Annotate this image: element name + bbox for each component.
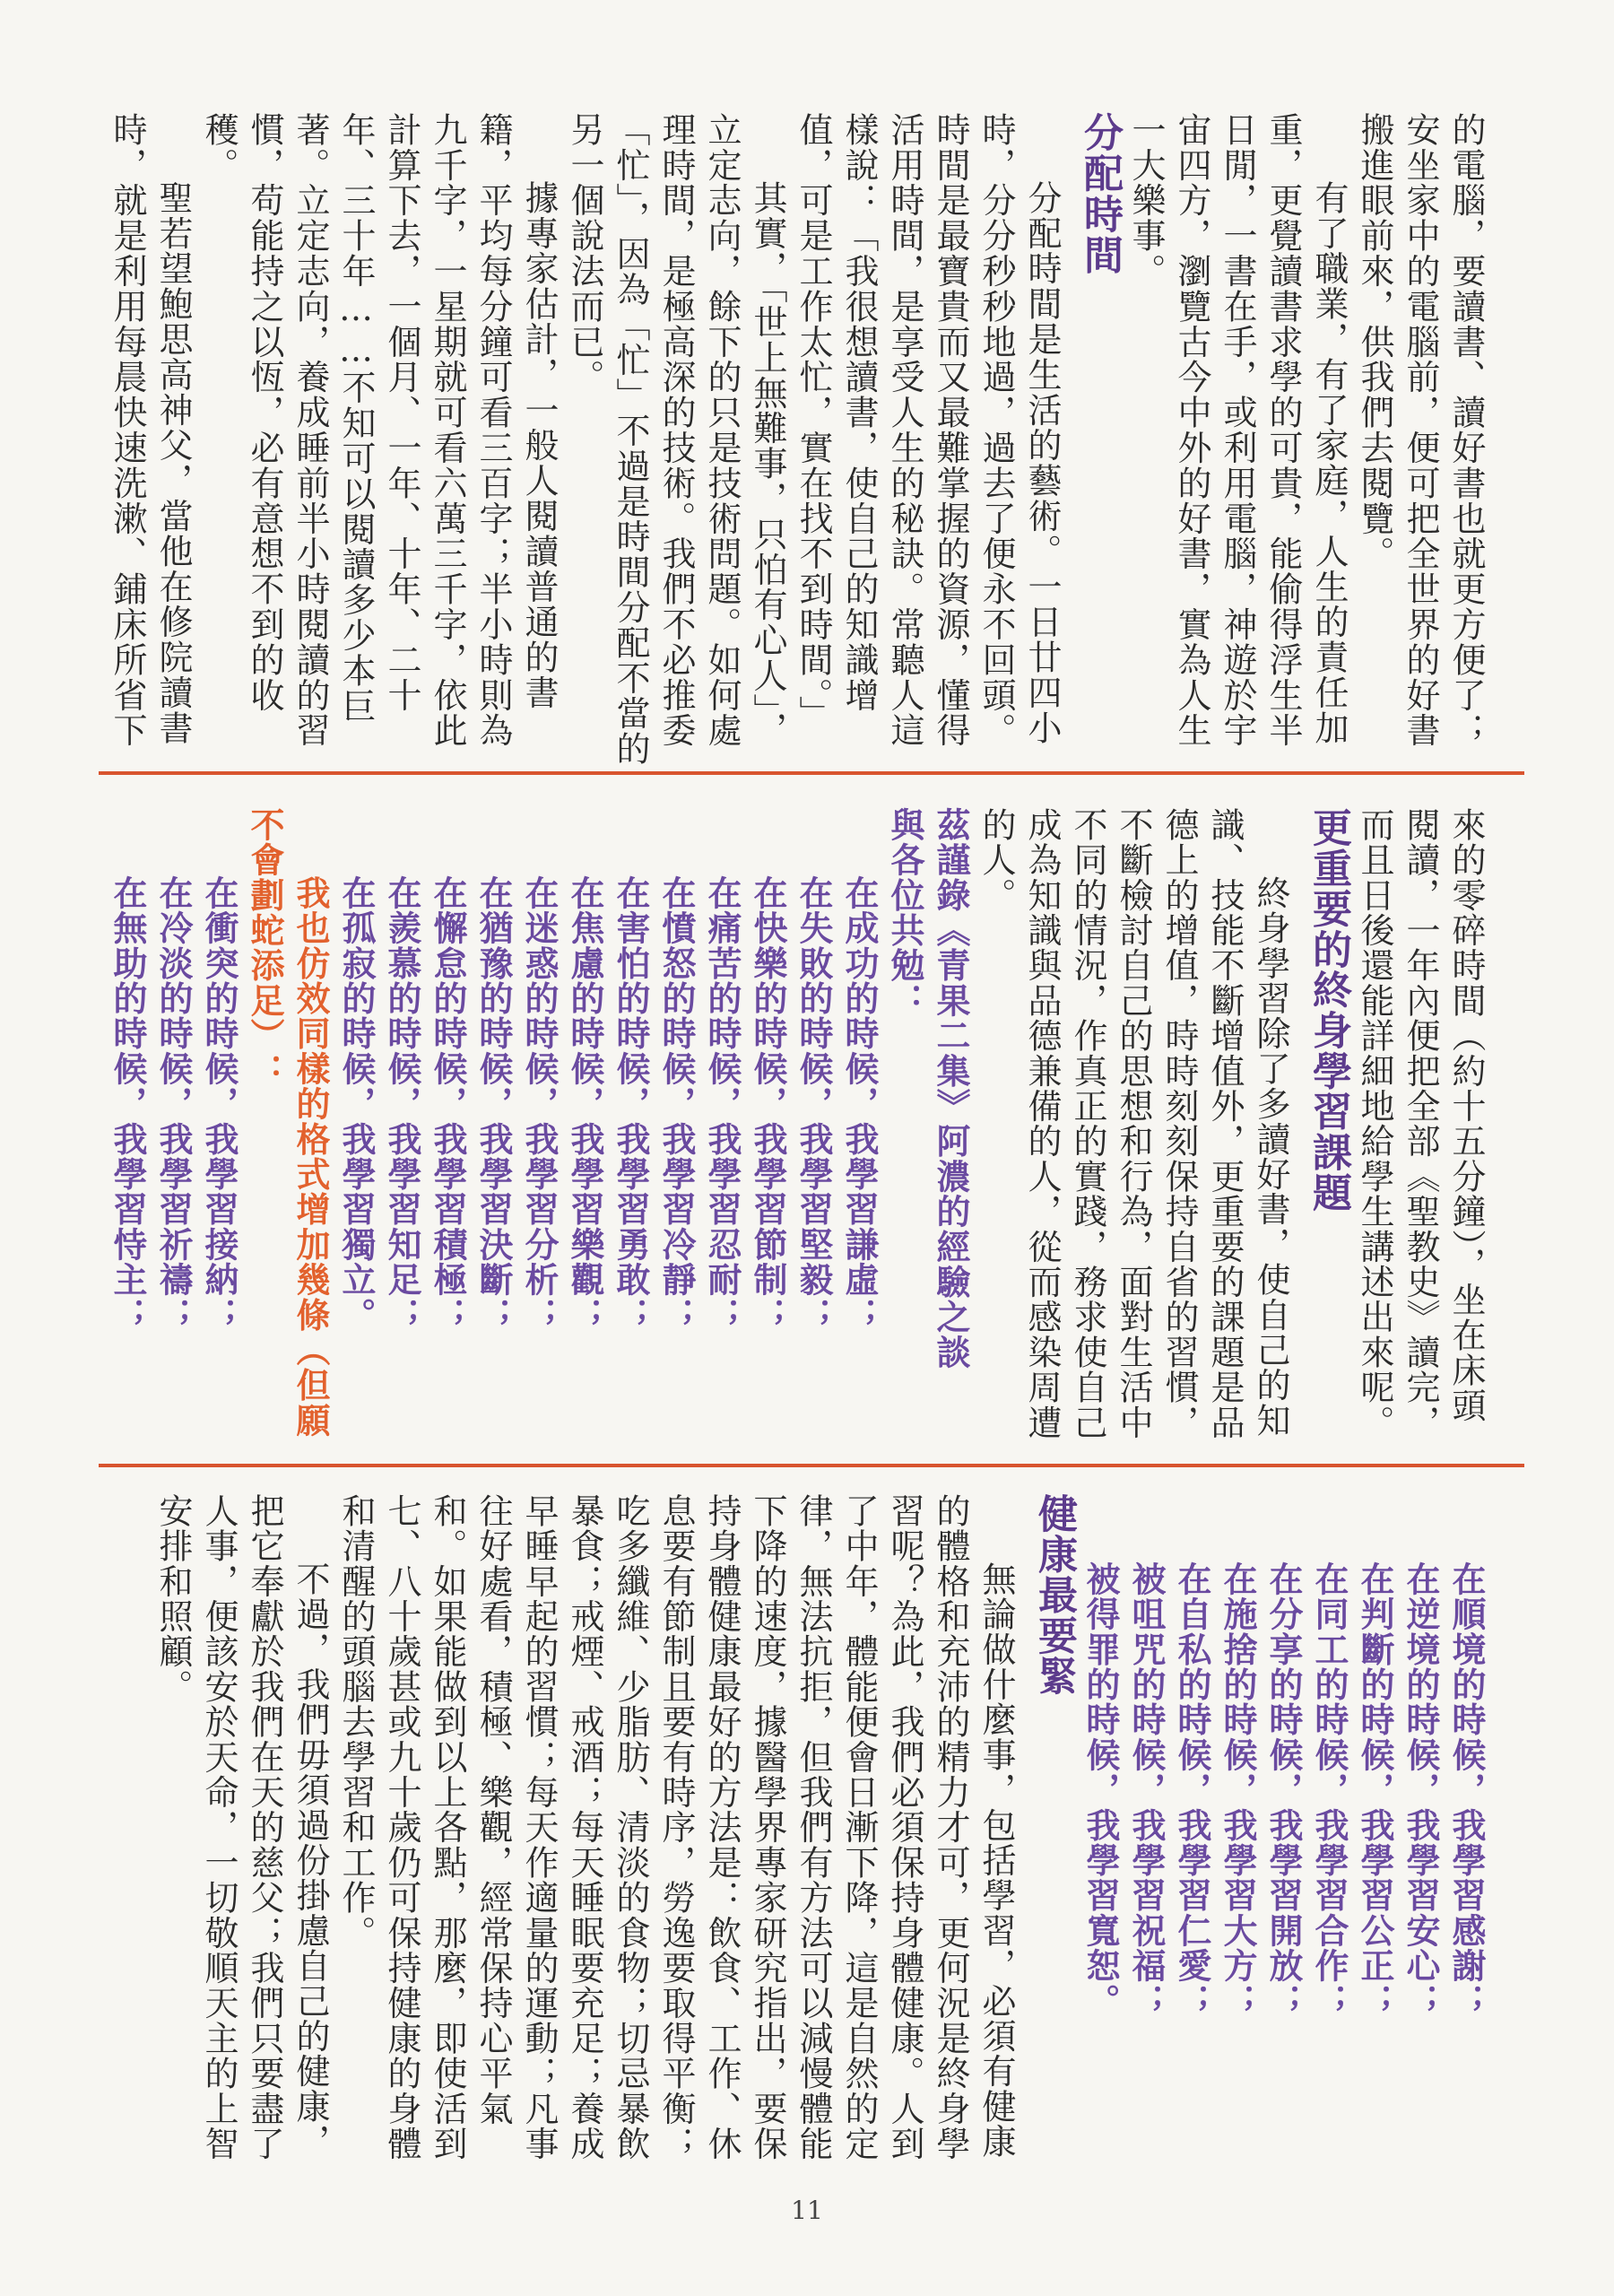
poem-line: 在羨慕的時候，我學習知足； (382, 875, 421, 1333)
paragraph: 的電腦，要讀書、讀好書也就更方便了；安坐家中的電腦前，便可把全世界的好書搬進眼前來，供我們去閱覽。 (1355, 112, 1486, 749)
poem-line: 在無助的時候，我學習恃主； (108, 875, 147, 1333)
article-section-reading (108, 112, 1488, 771)
poem-line: 在自私的時候，我學習仁愛； (1172, 1561, 1211, 2019)
poem-line: 在分享的時候，我學習開放； (1263, 1561, 1303, 2019)
section-divider (99, 771, 1524, 775)
poem-line: 在焦慮的時候，我學習樂觀； (565, 875, 604, 1333)
poem-line: 在孤寂的時候，我學習獨立。 (336, 875, 376, 1333)
paragraph: 終身學習除了多讀好書，使自己的知識、技能不斷增值外，更重要的課題是品德上的增值，時時刻刻保持自省的習慣，不斷檢討自己的思想和行為，面對生活中不同的情況，作真正的實踐，務求使自己成為知識與品德兼備的人，從而感染周遭的人。 (976, 807, 1290, 1440)
quote-intro-line-2: 與各位共勉： (885, 807, 924, 1019)
article-section-health (134, 1493, 1488, 2184)
poem-line: 在懈怠的時候，我學習積極； (428, 875, 467, 1333)
quote-intro-line-1: 茲謹錄《青果二集》阿濃的經驗之談 (931, 807, 970, 1370)
poem-line: 在成功的時候，我學習謙虛； (839, 875, 879, 1333)
poem-line: 被咀咒的時候，我學習祝福； (1126, 1561, 1166, 2019)
poem-line: 在痛苦的時候，我學習忍耐； (702, 875, 742, 1333)
poem-line: 在同工的時候，我學習合作； (1309, 1561, 1349, 2019)
paragraph: 分配時間是生活的藝術。一日廿四小時，分分秒秒地過，過去了便永不回頭。時間是最寶貴而又最難掌握的資源，懂得活用時間，是享受人生的秘訣。常聽人這樣說：「我很想讀書，使自己的知識增值，可是工作太忙，實在找不到時間。」 (794, 112, 1062, 749)
poem-line: 在判斷的時候，我學習公正； (1355, 1561, 1394, 2019)
section-heading-lifelong-learning: 更重要的終身學習課題 (1306, 807, 1351, 1213)
poem-line: 在失敗的時候，我學習堅毅； (794, 875, 833, 1333)
closing-note-line-1: 我也仿效同樣的格式增加幾條（但願 (291, 875, 330, 1439)
section-divider (99, 1464, 1524, 1467)
paragraph: 不過，我們毋須過份掛慮自己的健康，把它奉獻於我們在天的慈父；我們只要盡了人事，便該安於天命，一切敬順天主的上智安排和照顧。 (153, 1493, 330, 2161)
poem-line: 在衝突的時候，我學習接納； (199, 875, 239, 1333)
poem-line: 在施捨的時候，我學習大方； (1218, 1561, 1257, 2019)
page-number: 11 (791, 2196, 823, 2225)
poem-line: 在憤怒的時候，我學習冷靜； (656, 875, 696, 1333)
paragraph: 聖若望鮑思高神父，當他在修院讀書時，就是利用每晨快速洗漱、鋪床所省下 (108, 112, 193, 749)
paragraph: 據專家估計，一般人閱讀普通的書籍，平均每分鐘可看三百字；半小時則為九千字，一星期就可看六萬三千字，依此計算下去，一個月、一年、十年、二十年、三十年……不知可以閱讀多少本巨著。立定志向，養成睡前半小時閱讀的習慣，苟能持之以恆，必有意想不到的收穫。 (199, 112, 559, 749)
quote-intro (927, 807, 973, 1457)
section-heading-health: 健康最要緊 (1031, 1493, 1077, 1696)
poem-line: 在快樂的時候，我學習節制； (748, 875, 787, 1333)
poem-line: 在順境的時候，我學習感謝； (1446, 1561, 1486, 2019)
article-section-lifelong-learning (108, 807, 1488, 1457)
poem-line: 在逆境的時候，我學習安心； (1401, 1561, 1440, 2019)
poem-line: 在猶豫的時候，我學習決斷； (473, 875, 513, 1333)
poem-line: 在害怕的時候，我學習勇敢； (611, 875, 650, 1333)
paragraph: 無論做什麼事，包括學習，必須有健康的體格和充沛的精力才可，更何況是終身學習呢？為此，我們必須保持身體健康。人到了中年，體能便會日漸下降，這是自然的定律，無法抗拒，但我們有方法可以減慢體能下降的速度，據醫學界專家研究指出，要保持身體健康最好的方法是：飲食、工作、休息要有節制且要有時序，勞逸要取得平衡；吃多纖維、少脂肪、清淡的食物；切忌暴飲暴食；戒煙、戒酒；每天睡眠要充足；養成早睡早起的習慣；每天作適量的運動；凡事往好處看，積極、樂觀，經常保持心平氣和。如果能做到以上各點，那麼，即使活到七、八十歲甚或九十歲仍可保持健康的身體和清醒的頭腦去學習和工作。 (336, 1493, 1016, 2161)
poem-line: 被得罪的時候，我學習寬恕。 (1080, 1561, 1120, 2019)
paragraph: 來的零碎時間（約十五分鐘），坐在床頭閱讀，一年內便把全部《聖教史》讀完，而且日後還能詳細地給學生講述出來呢。 (1355, 807, 1486, 1440)
poem-line: 在冷淡的時候，我學習祈禱； (153, 875, 193, 1333)
section-heading-time: 分配時間 (1077, 112, 1123, 275)
closing-note-line-2: 不會劃蛇添足）： (245, 807, 284, 1089)
paragraph: 有了職業，有了家庭，人生的責任加重，更覺讀書求學的可貴，能偷得浮生半日閒，一書在手，或利用電腦，神遊於宇宙四方，瀏覽古今中外的好書，實為人生一大樂事。 (1126, 112, 1349, 749)
paragraph: 其實，「世上無難事，只怕有心人」，立定志向，餘下的只是技術問題。如何處理時間，是極高深的技術。我們不必推委「忙」，因為「忙」不過是時間分配不當的另一個說法而已。 (565, 112, 787, 767)
poem-line: 在迷惑的時候，我學習分析； (519, 875, 559, 1333)
